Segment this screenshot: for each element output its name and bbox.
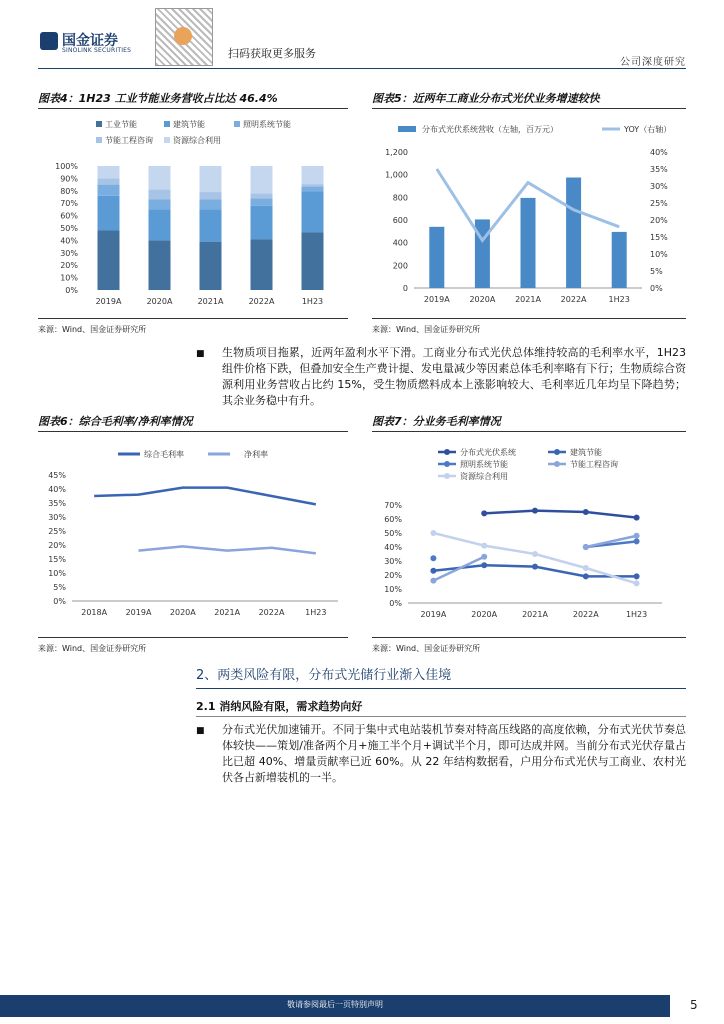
- bar-segment: [98, 196, 120, 231]
- fig5-chart: [372, 112, 686, 317]
- y-tick-label: 50%: [60, 224, 78, 233]
- x-tick-label: 2020A: [469, 295, 496, 304]
- y-tick-label: 10%: [60, 273, 78, 283]
- y-tick-label: 35%: [48, 499, 66, 508]
- y-tick-label: 10%: [384, 585, 402, 594]
- legend-swatch: [164, 121, 170, 127]
- legend-label: 建筑节能: [570, 448, 602, 457]
- bar: [566, 178, 581, 289]
- series-line: [139, 546, 316, 553]
- x-tick-label: 2021A: [522, 610, 548, 619]
- x-tick-label: 2021A: [214, 608, 241, 617]
- legend-label: 照明系统节能: [243, 120, 291, 129]
- y-tick-label: 20%: [60, 261, 78, 271]
- y-tick-label: 90%: [60, 174, 78, 184]
- subsection-2-1-title: 2.1 消纳风险有限，需求趋势向好: [196, 700, 363, 713]
- brand-logo-icon: [40, 32, 58, 50]
- section-2-rule: [196, 688, 686, 689]
- x-tick-label: 2018A: [81, 608, 108, 617]
- legend-label: 节能工程咨询: [570, 460, 618, 469]
- data-point: [430, 555, 436, 561]
- y-tick-label: 30%: [48, 513, 66, 522]
- series-line: [94, 488, 316, 505]
- legend-marker: [444, 461, 450, 467]
- bar-segment: [200, 242, 222, 290]
- legend-label: 资源综合利用: [173, 136, 221, 145]
- fig7-bottom-rule: [372, 637, 686, 638]
- y-tick-label: 25%: [48, 527, 66, 536]
- x-tick-label: 2020A: [169, 608, 196, 617]
- fig5-source: 来源：Wind、国金证券研究所: [372, 325, 481, 334]
- y-left-tick-label: 200: [392, 261, 408, 271]
- fig7-title: 图表7：分业务毛利率情况: [372, 415, 501, 428]
- bar-segment: [98, 230, 120, 290]
- qr-caption: 扫码获取更多服务: [228, 47, 316, 60]
- bar-segment: [149, 190, 171, 200]
- series-line: [484, 511, 636, 518]
- legend-label: 综合毛利率: [144, 450, 184, 459]
- fig4-title-rule: [38, 108, 348, 109]
- y-tick-label: 0%: [65, 286, 78, 295]
- y-left-tick-label: 600: [392, 216, 408, 225]
- legend-label: 建筑节能: [173, 120, 205, 129]
- y-right-tick-label: 30%: [650, 182, 668, 191]
- y-left-tick-label: 800: [392, 193, 408, 203]
- legend-swatch: [164, 137, 170, 143]
- y-tick-label: 30%: [60, 248, 78, 258]
- x-tick-label: 2019A: [125, 608, 152, 617]
- bar-segment: [251, 166, 273, 193]
- legend-marker: [554, 449, 560, 455]
- report-type: 公司深度研究: [620, 57, 686, 68]
- paragraph-1: 生物质项目拖累，近两年盈利水平下滑。工商业分布式光伏总体维持较高的毛利率水平，1H23 组件价格下跌，但叠加安全生产费计提、发电量减少等因素总体毛利率略有下行；生物质综合资源利用业务营收占比约 15%，受生物质燃料成本上涨影响较大、毛利率近几年均呈下降趋势；其余业务稳中有升。: [222, 346, 686, 407]
- footer-disclaimer[interactable]: 敬请参阅最后一页特别声明: [287, 1000, 383, 1009]
- y-tick-label: 0%: [389, 599, 402, 608]
- y-right-tick-label: 0%: [650, 284, 663, 293]
- y-tick-label: 50%: [384, 529, 402, 538]
- fig7-title-rule: [372, 431, 686, 432]
- y-tick-label: 15%: [48, 555, 66, 564]
- x-tick-label: 2019A: [95, 297, 122, 306]
- brand-name-cn: 国金证券: [62, 33, 118, 49]
- qr-avatar-icon: [174, 27, 192, 45]
- legend-swatch: [96, 121, 102, 127]
- bar-segment: [302, 232, 324, 290]
- bar-segment: [98, 166, 120, 178]
- y-tick-label: 20%: [48, 541, 66, 550]
- bar-segment: [251, 198, 273, 205]
- bar: [521, 198, 536, 288]
- x-tick-label: 2021A: [197, 297, 224, 306]
- section-2-title: 2、两类风险有限，分布式光储行业渐入佳境: [196, 668, 452, 683]
- fig5-bottom-rule: [372, 318, 686, 319]
- y-tick-label: 70%: [384, 501, 402, 510]
- y-right-tick-label: 35%: [650, 165, 668, 174]
- y-tick-label: 60%: [384, 515, 402, 524]
- x-tick-label: 1H23: [608, 295, 630, 304]
- bar-segment: [149, 199, 171, 209]
- x-tick-label: 1H23: [305, 608, 327, 617]
- y-tick-label: 70%: [60, 199, 78, 209]
- y-tick-label: 20%: [384, 571, 402, 580]
- bar-segment: [200, 209, 222, 241]
- fig6-chart: [38, 435, 348, 635]
- bar-segment: [302, 187, 324, 192]
- y-tick-label: 10%: [48, 569, 66, 578]
- bar: [612, 232, 627, 288]
- x-tick-label: 2019A: [420, 610, 447, 619]
- header-divider: [38, 68, 686, 69]
- y-right-tick-label: 20%: [650, 216, 668, 225]
- bar: [429, 227, 444, 288]
- bar-segment: [200, 199, 222, 209]
- y-right-tick-label: 15%: [650, 233, 668, 242]
- y-tick-label: 40%: [48, 485, 66, 494]
- legend-label: 工业节能: [105, 120, 137, 129]
- bar-segment: [302, 192, 324, 233]
- fig7-source: 来源：Wind、国金证券研究所: [372, 644, 481, 653]
- bar-segment: [149, 209, 171, 240]
- fig7-chart: [372, 435, 686, 635]
- fig6-bottom-rule: [38, 637, 348, 638]
- y-tick-label: 0%: [53, 597, 66, 606]
- bar-segment: [98, 178, 120, 184]
- x-tick-label: 1H23: [301, 297, 324, 306]
- bullet-1: ■: [196, 349, 205, 359]
- bar-segment: [302, 166, 324, 184]
- fig6-title: 图表6：综合毛利率/净利率情况: [38, 415, 193, 428]
- page-number: 5: [690, 998, 698, 1012]
- fig4-source: 来源：Wind、国金证券研究所: [38, 325, 147, 334]
- y-right-tick-label: 5%: [650, 267, 663, 276]
- bar-segment: [200, 166, 222, 192]
- y-left-tick-label: 400: [392, 238, 408, 248]
- x-tick-label: 2021A: [515, 295, 541, 304]
- legend-label: 分布式光伏系统: [460, 448, 516, 457]
- legend-marker: [444, 449, 450, 455]
- y-right-tick-label: 25%: [650, 199, 668, 208]
- y-left-tick-label: 0: [402, 284, 408, 293]
- y-tick-label: 45%: [48, 471, 66, 480]
- legend-marker: [444, 473, 450, 479]
- y-tick-label: 80%: [60, 186, 78, 196]
- x-tick-label: 2020A: [146, 297, 173, 306]
- y-left-tick-label: 1,000: [385, 170, 408, 180]
- fig6-source: 来源：Wind、国金证券研究所: [38, 644, 147, 653]
- bar-segment: [251, 239, 273, 290]
- y-right-tick-label: 10%: [650, 250, 668, 259]
- x-tick-label: 2022A: [258, 608, 285, 617]
- brand-name-en: SINOLINK SECURITIES: [62, 47, 132, 54]
- bar-segment: [251, 206, 273, 239]
- bar-segment: [149, 166, 171, 190]
- y-left-tick-label: 1,200: [385, 148, 408, 157]
- y-tick-label: 100%: [55, 162, 78, 171]
- x-tick-label: 2022A: [572, 610, 599, 619]
- bar-segment: [149, 240, 171, 290]
- fig6-title-rule: [38, 431, 348, 432]
- legend-swatch: [398, 126, 416, 132]
- bullet-2: ■: [196, 726, 205, 736]
- fig4-chart: [38, 112, 348, 317]
- subsection-2-1-rule: [196, 716, 686, 717]
- bar-segment: [98, 185, 120, 196]
- bar-segment: [302, 184, 324, 186]
- fig4-bottom-rule: [38, 318, 348, 319]
- legend-swatch: [96, 137, 102, 143]
- x-tick-label: 1H23: [625, 610, 648, 619]
- x-tick-label: 2022A: [560, 295, 587, 304]
- legend-label: 照明系统节能: [460, 460, 508, 469]
- x-tick-label: 2020A: [471, 610, 498, 619]
- fig5-title: 图表5：近两年工商业分布式光伏业务增速较快: [372, 92, 600, 105]
- legend-swatch: [234, 121, 240, 127]
- y-tick-label: 5%: [53, 583, 66, 592]
- paragraph-2: 分布式光伏加速铺开。不同于集中式电站装机节奏对特高压线路的高度依赖，分布式光伏节奏总体较快——策划/准备两个月+施工半个月+调试半个月，即可达成并网。当前分布式光伏存量占比已超 40%、增量贡献率已近 60%。从 22 年结构数据看，户用分布式光伏与工商业、农村光伏各占新增装机的一半。: [222, 723, 686, 784]
- x-tick-label: 2022A: [248, 297, 275, 306]
- y-right-tick-label: 40%: [650, 148, 668, 157]
- legend-label: 资源综合利用: [460, 472, 508, 481]
- y-tick-label: 30%: [384, 557, 402, 566]
- legend-label: 净利率: [244, 450, 268, 459]
- legend-label: 分布式光伏系统营收（左轴，百万元）: [422, 125, 558, 134]
- legend-label: YOY（右轴）: [624, 125, 672, 134]
- fig4-title: 图表4：1H23 工业节能业务营收占比达 46.4%: [38, 92, 278, 105]
- series-line: [433, 557, 484, 581]
- bar-segment: [200, 192, 222, 199]
- y-tick-label: 60%: [60, 211, 78, 221]
- legend-label: 节能工程咨询: [105, 136, 153, 145]
- fig5-title-rule: [372, 108, 686, 109]
- bar-segment: [251, 193, 273, 198]
- x-tick-label: 2019A: [423, 295, 450, 304]
- legend-marker: [554, 461, 560, 467]
- y-tick-label: 40%: [60, 236, 78, 246]
- y-tick-label: 40%: [384, 543, 402, 552]
